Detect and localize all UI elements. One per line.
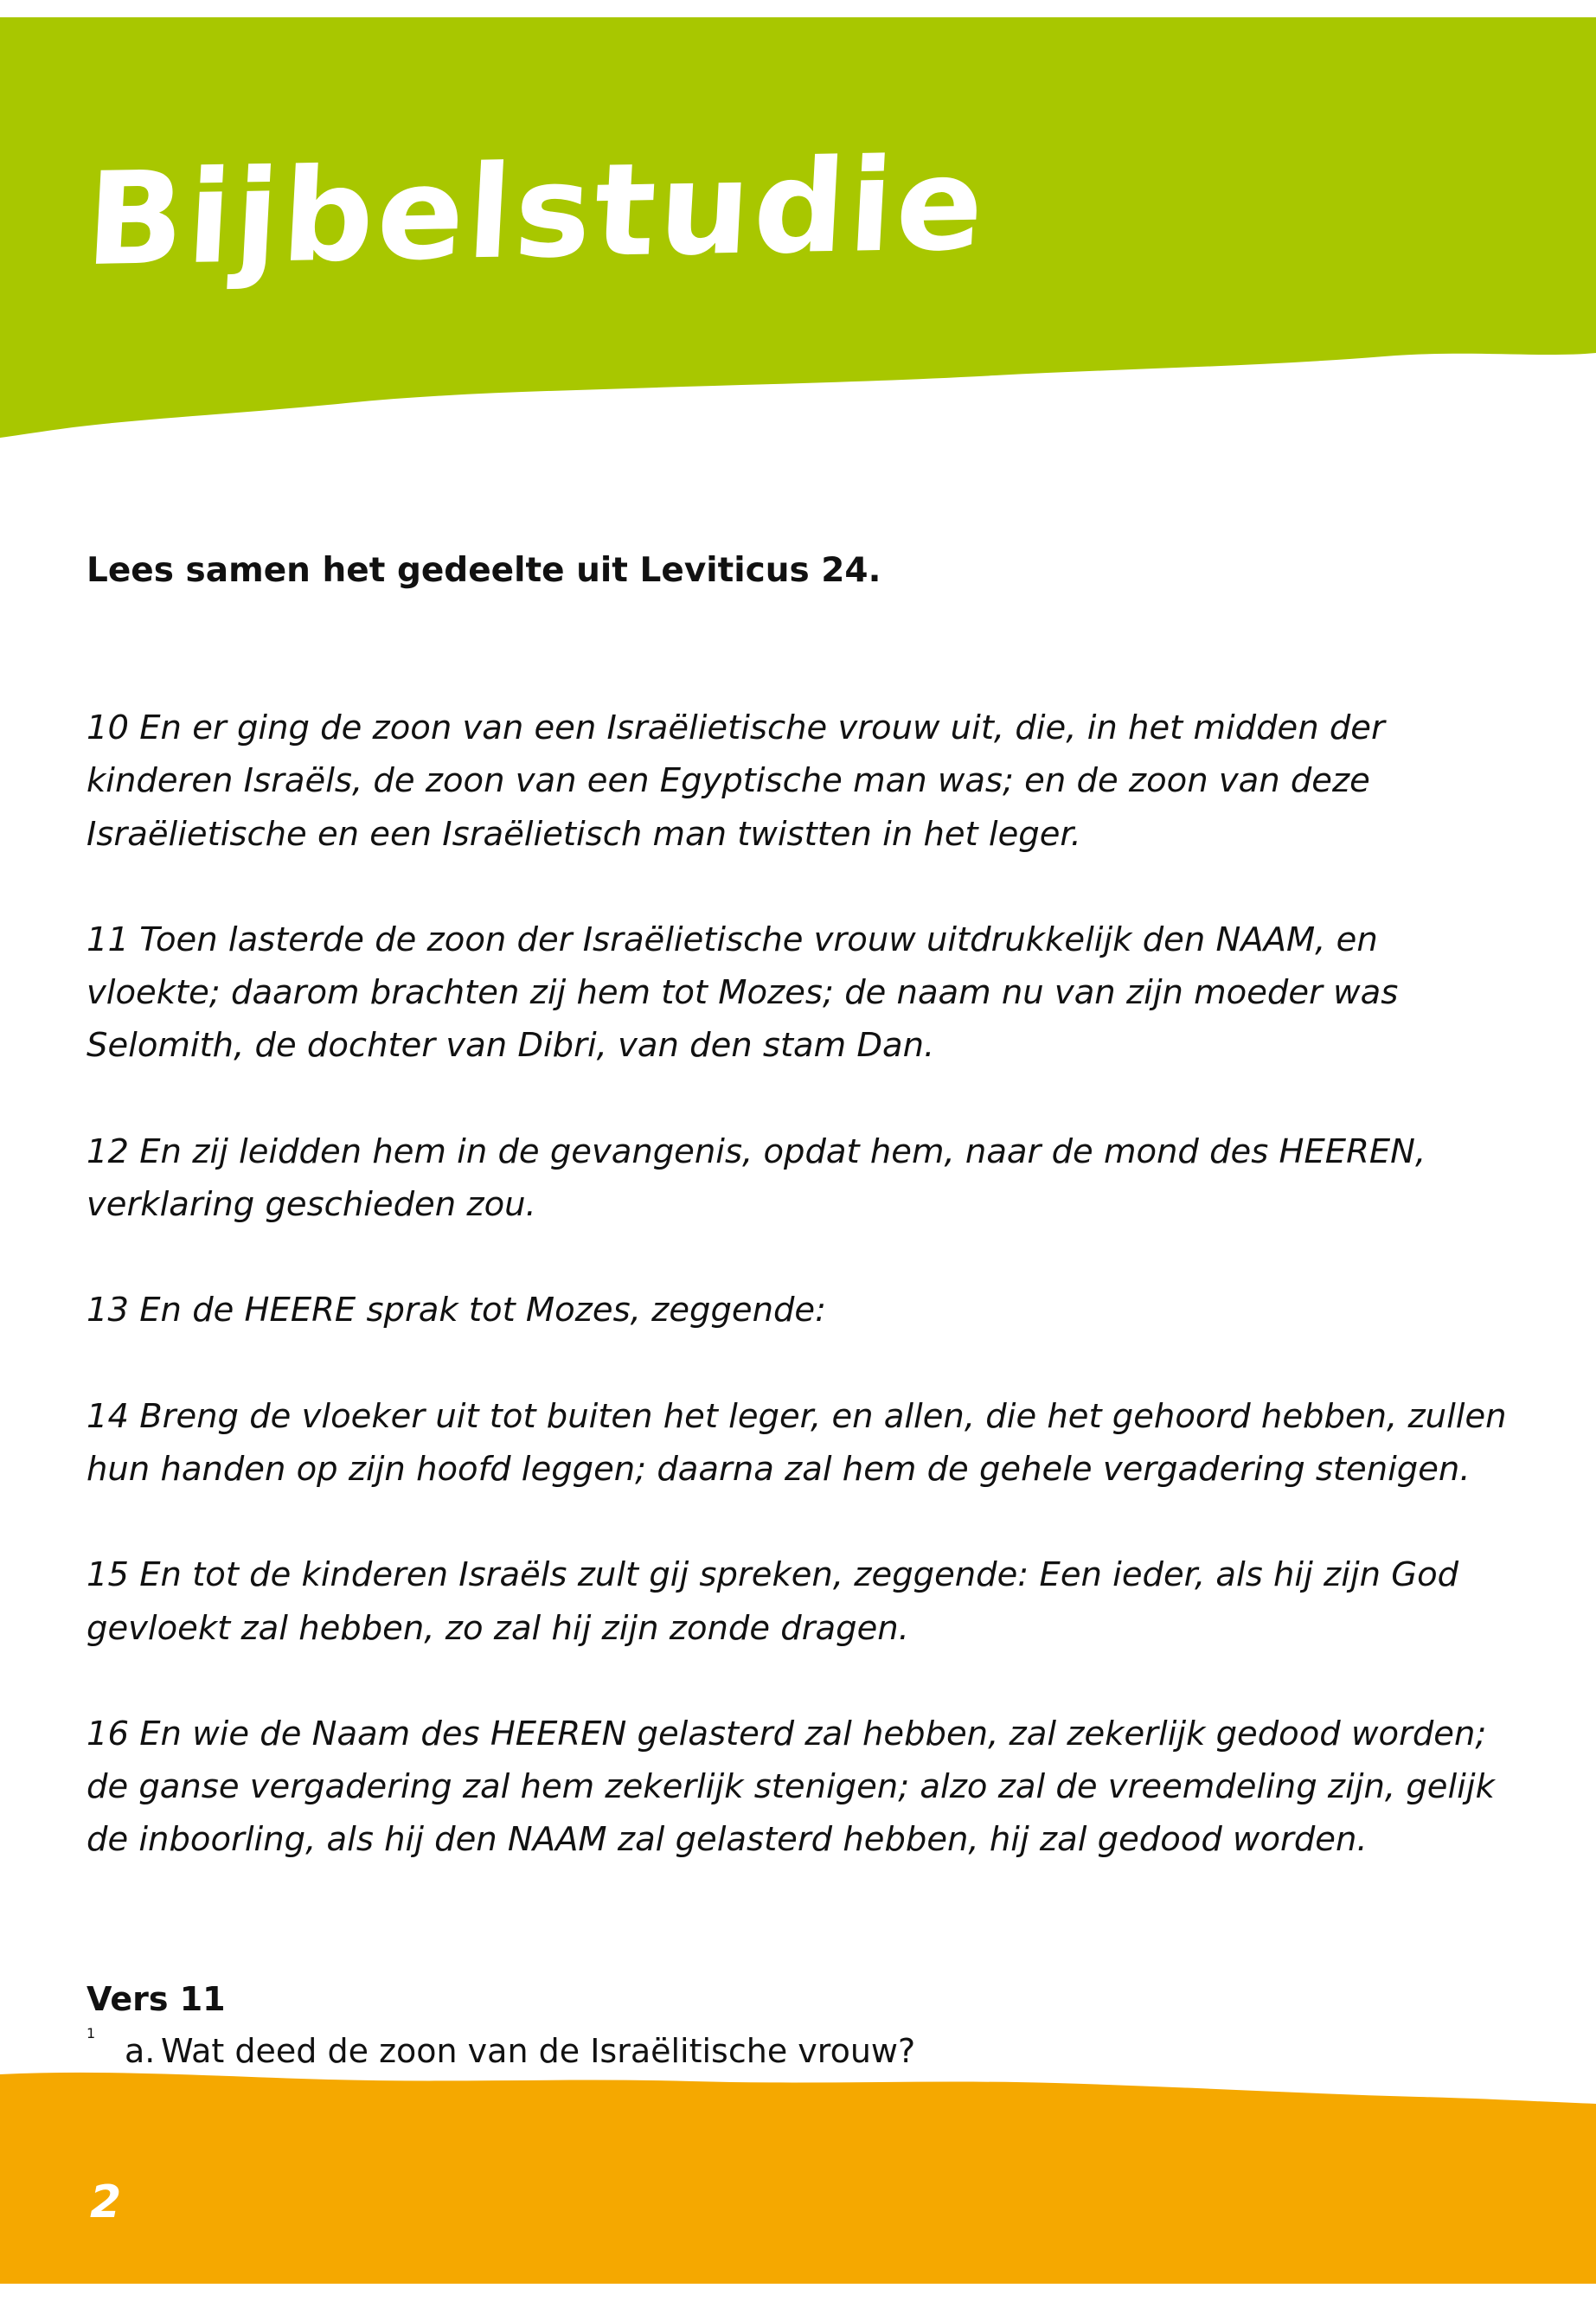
question-letter: a. bbox=[125, 2031, 156, 2070]
intro-text: Lees samen het gedeelte uit Leviticus 24. bbox=[87, 551, 881, 590]
verse-14: 14 Breng de vloeker uit tot buiten het leger, en allen, die het gehoord hebben, zullen hun handen op zijn hoofd leggen; daarna zal hem de gehele vergadering stenigen. bbox=[87, 1396, 1507, 1490]
verse-11: 11 Toen lasterde de zoon der Israëlietische vrouw uitdrukkelijk den NAAM, en vloekte; daarom brachten zij hem tot Mozes; de naam nu van zijn moeder was Selomith, de dochter van Dibri, van den stam Dan. bbox=[87, 920, 1399, 1066]
verse-16: 16 En wie de Naam des HEEREN gelasterd zal hebben, zal zekerlijk gedood worden; de ganse vergadering zal hem zekerlijk stenigen; alzo zal de vreemdeling zijn, gelijk de inboorling, als hij den NAAM zal gelasterd hebben, hij zal gedood worden. bbox=[87, 1715, 1495, 1860]
verse-15: 15 En tot de kinderen Israëls zult gij spreken, zeggende: Een ieder, als hij zijn God gevloekt zal hebben, zo zal hij zijn zonde dragen. bbox=[87, 1555, 1459, 1648]
page-number: 2 bbox=[90, 2176, 122, 2228]
question-text: Wat deed de zoon van de Israëlitische vrouw? bbox=[161, 2031, 916, 2070]
footer-band bbox=[0, 2067, 1596, 2284]
question-number: 1 bbox=[87, 2024, 96, 2041]
verse-13: 13 En de HEERE sprak tot Mozes, zeggende: bbox=[87, 1291, 827, 1330]
verse-10: 10 En er ging de zoon van een Israëlietische vrouw uit, die, in het midden der kinderen Israëls, de zoon van een Egyptische man was; en de zoon van deze Israëlietische en een Israëlietisch man twistten in het leger. bbox=[87, 708, 1385, 854]
footer-band-shape bbox=[0, 2073, 1596, 2284]
scripture-passage bbox=[87, 649, 1514, 1920]
section-heading: Vers 11 bbox=[87, 1979, 226, 2018]
verse-12: 12 En zij leidden hem in de gevangenis, opdat hem, naar de mond des HEEREN, verklaring geschieden zou. bbox=[87, 1131, 1426, 1225]
page-title: Bijbelstudie bbox=[82, 129, 990, 295]
content-area bbox=[87, 545, 1514, 2285]
